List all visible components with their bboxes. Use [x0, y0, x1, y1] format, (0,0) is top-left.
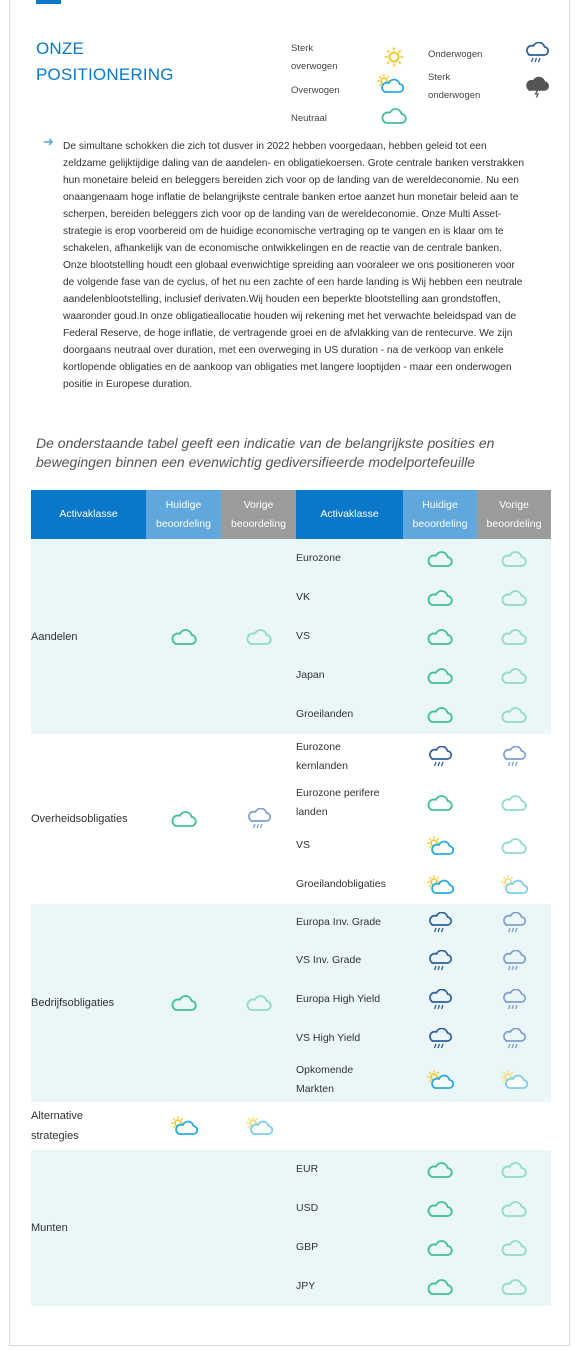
rain-cloud-icon: [403, 1019, 477, 1058]
cloud-icon: [403, 1228, 477, 1267]
header-current-rating: Huidige beoordeling: [146, 490, 221, 539]
cloud-icon: [146, 904, 221, 1102]
cloud-icon: [221, 904, 296, 1102]
group-label-currencies: Munten: [31, 1150, 146, 1306]
row-label: Europa High Yield: [296, 980, 403, 1019]
group-label-corporate-bonds: Bedrijfsobligaties: [31, 904, 146, 1102]
sun-cloud-icon: [477, 865, 551, 904]
cloud-icon: [221, 539, 296, 734]
rain-cloud-icon: [403, 904, 477, 941]
rain-cloud-icon: [403, 941, 477, 980]
positioning-table: [31, 490, 551, 1306]
cloud-icon: [403, 1267, 477, 1306]
legend-strong-under-label: Sterk onderwogen: [428, 72, 481, 101]
cloud-icon: [477, 539, 551, 578]
storm-cloud-icon: [523, 76, 551, 98]
table-intro: De onderstaande tabel geeft een indicatie van de belangrijkste posities en bewegingen binnen een evenwichtig gediversifieerde modelportefeuille: [36, 435, 495, 470]
sun-icon: [380, 46, 408, 68]
row-label: Groeilanden: [296, 695, 403, 734]
sun-cloud-icon: [477, 1058, 551, 1102]
row-label: Japan: [296, 656, 403, 695]
cloud-icon: [477, 1267, 551, 1306]
cloud-icon: [403, 578, 477, 617]
rain-cloud-icon: [403, 980, 477, 1019]
group-label-equities: Aandelen: [31, 539, 146, 734]
row-label: VS High Yield: [296, 1019, 403, 1058]
group-label-alternative-strategies: Alternative strategies: [31, 1102, 146, 1150]
row-label: USD: [296, 1189, 403, 1228]
table-header-row: [31, 490, 551, 539]
cloud-icon: [403, 1150, 477, 1189]
table-row: [31, 1150, 551, 1189]
row-label: VS: [296, 826, 403, 865]
sun-cloud-icon: [403, 865, 477, 904]
cloud-icon: [403, 780, 477, 826]
header-asset-class: Activaklasse: [31, 490, 146, 539]
table-row: [31, 904, 551, 941]
cloud-icon: [477, 656, 551, 695]
header-sub-previous-rating: Vorige beoordeling: [477, 490, 551, 539]
positioning-paragraph: De simultane schokken die zich tot dusver in 2022 hebben voorgedaan, hebben geleid tot een zeldzame gelijktijdige daling van de aandelen- en obligatiekoersen. Grote centrale banken verstrakken hun monetaire beleid en beleggers bereiden zich voor op de landing van de wereldeconomie. Nu een onaangenaam hoge inflatie de belangrijkste centrale banken ertoe aanzet hun monetair beleid aan te scherpen, bereiden beleggers zich voor op de landing van de wereldeconomie. Onze Multi Asset-strategie is erop voorbereid om de huidige economische vertraging op te vangen en is klaar om te schakelen, afhankelijk van de economische ontwikkelingen en de reactie van de centrale banken. Onze blootstelling houdt een globaal evenwichtige spreiding aan vooraleer we ons positioneren voor de volgende fase van de cyclus, of het nu een zachte of een harde landing is Wij hebben een neutrale aandelenblootstelling, inclusief derivaten.Wij houden een beperkte blootstelling aan grondstoffen, waaronder goud.In onze obligatieallocatie houden wij rekening met het verwachte beleidspad van de Federal Reserve, de hoge inflatie, de vertragende groei en de afvlakking van de rentecurve. We zijn doorgaans neutraal over duration, met een overweging in US duration - na de verkoop van enkele kortlopende obligaties en de aankoop van obligaties met langere looptijden - maar een onderwogen positie in Europese duration.: [63, 141, 524, 390]
row-label: GBP: [296, 1228, 403, 1267]
legend-neutral-label: Neutraal: [291, 113, 327, 124]
cloud-icon: [403, 1189, 477, 1228]
cloud-icon: [403, 695, 477, 734]
rain-cloud-icon: [523, 42, 551, 64]
legend-strong-over-label: Sterk overwogen: [291, 43, 338, 72]
page-title: ONZE POSITIONERING: [36, 39, 174, 84]
cloud-icon: [477, 695, 551, 734]
group-label-government-bonds: Overheidsobligaties: [31, 734, 146, 904]
row-label: Groeilandobligaties: [296, 865, 403, 904]
cloud-icon: [146, 539, 221, 734]
sun-cloud-icon: [403, 826, 477, 865]
cloud-icon: [477, 826, 551, 865]
header-previous-rating: Vorige beoordeling: [221, 490, 296, 539]
row-label: EUR: [296, 1150, 403, 1189]
top-accent-bar: [36, 0, 61, 4]
row-label: VS: [296, 617, 403, 656]
rain-cloud-icon: [477, 1019, 551, 1058]
rain-cloud-icon: [477, 941, 551, 980]
arrow-right-icon: ➜: [43, 134, 54, 149]
cloud-icon: [477, 780, 551, 826]
row-label: JPY: [296, 1267, 403, 1306]
cloud-icon: [403, 617, 477, 656]
table-row: [31, 539, 551, 578]
cloud-icon: [477, 1150, 551, 1189]
row-label: Eurozone kernlanden: [296, 734, 403, 780]
table-row: [31, 734, 551, 780]
sun-cloud-icon: [403, 1058, 477, 1102]
cloud-icon: [477, 578, 551, 617]
header-sub-current-rating: Huidige beoordeling: [403, 490, 477, 539]
sun-cloud-icon: [146, 1102, 221, 1150]
row-label: Europa Inv. Grade: [296, 904, 403, 941]
cloud-icon: [477, 1189, 551, 1228]
table-row: [31, 1102, 551, 1150]
legend-over-label: Overwogen: [291, 85, 340, 96]
rain-cloud-icon: [221, 734, 296, 904]
row-label: VS Inv. Grade: [296, 941, 403, 980]
sun-cloud-icon: [221, 1102, 296, 1150]
row-label: Eurozone perifere landen: [296, 780, 403, 826]
cloud-icon: [403, 539, 477, 578]
cloud-icon: [146, 734, 221, 904]
row-label: Opkomende Markten: [296, 1058, 403, 1102]
legend-under-label: Onderwogen: [428, 49, 483, 60]
rain-cloud-icon: [477, 734, 551, 780]
cloud-icon: [403, 656, 477, 695]
cloud-icon: [380, 105, 408, 127]
cloud-icon: [477, 617, 551, 656]
header-sub-asset-class: Activaklasse: [296, 490, 403, 539]
row-label: Eurozone: [296, 539, 403, 578]
row-label: VK: [296, 578, 403, 617]
rain-cloud-icon: [477, 904, 551, 941]
rain-cloud-icon: [477, 980, 551, 1019]
cloud-icon: [477, 1228, 551, 1267]
rain-cloud-icon: [403, 734, 477, 780]
sun-cloud-icon: [376, 73, 404, 95]
